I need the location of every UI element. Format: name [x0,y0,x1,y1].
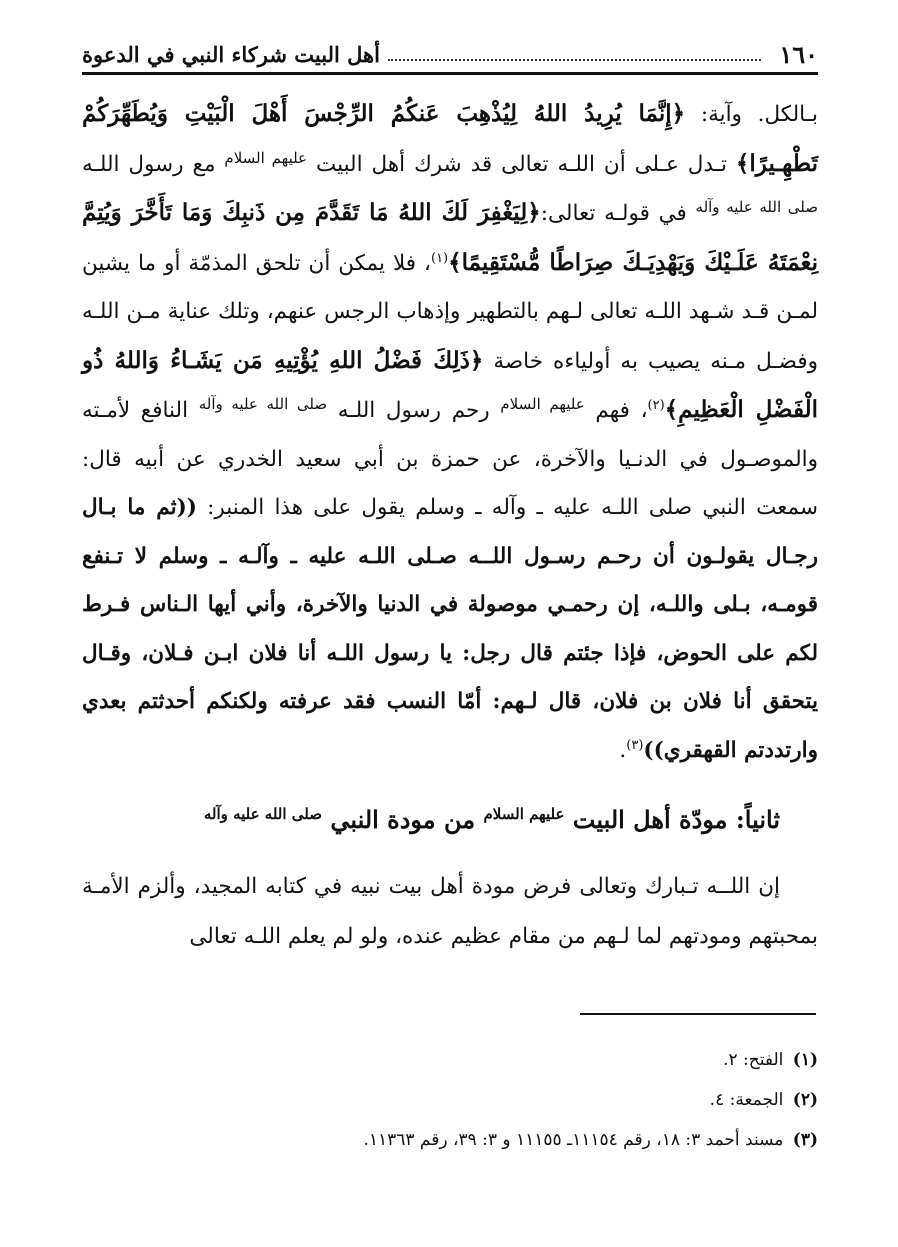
footnote-ref-2[interactable]: (٢) [647,397,665,413]
footnote-text: الفتح: ٢. [723,1050,784,1070]
text-segment: ، فهم [584,398,648,423]
text-segment: مع رسول اللـه [82,151,225,177]
section-title-part: مودّة أهل البيت [564,805,728,834]
footnote-ref-3[interactable]: (٣) [626,737,644,753]
main-paragraph [82,90,818,775]
hadith-quote: ((ثم ما بـال رجـال يقولـون أن رحـم رسـول اللــه صـلى اللـه عليه ـ وآلـه ـ وسلم لا تـنفع قومـه، بـلى واللـه، إن رحمـي موصولة في الدنيا والآخرة، وأني أيها الـناس فـرط لكم على الحوض، فإذا جئتم قال رجل: يا رسول اللـه أنا فلان ابـن فـلان، وقـال يتحقق أنا فلان بن فلان، قال لـهم: أمّا النسب فقد عرفته ولكنكم أحدثتم بعدي وارتددتم القهقري)) [82,495,818,763]
footnote-3 [82,1120,818,1160]
text-segment: . [619,737,627,763]
section-title-part: من مودة النبي [321,805,484,834]
quran-verse-3: ﴿ذَلِكَ فَضْلُ اللهِ يُؤْتِيهِ مَن يَشَـاءُ وَاللهُ ذُو الْفَضْلِ الْعَظِيمِ﴾ [82,346,818,423]
section-colon: : [727,805,745,834]
header-rule [82,72,818,75]
footnote-number: (٢) [792,1090,818,1110]
honorific-ahl-albayt: عليهم السلام [224,148,308,167]
footnote-text: مسند أحمد ٣: ١٨، رقم ١١١٥٤ـ ١١١٥٥ و ٣: ٣٩، رقم ١١٣٦٣. [363,1130,784,1150]
header-dot-leader [388,58,761,61]
footnotes [82,1040,818,1160]
footnote-1 [82,1040,818,1080]
running-title: أهل البيت شركاء النبي في الدعوة [82,42,380,67]
section-label: ثانياً [744,805,780,834]
footnote-text: الجمعة: ٤. [709,1090,784,1110]
honorific-nabi: صلى الله عليه وآله [695,197,818,216]
footnote-ref-1[interactable]: (١) [430,250,449,266]
text-segment: ، فلا يمكن أن تلحق المذمّة أو ما يشين لمـن قـد شـهد اللـه تعالى لـهم بالتطهير وإذهاب الرجس عنهم، وتلك عناية مـن اللـه وفضـل مـنه يصيب به أولياءه خاصة [82,250,818,374]
page-number: ١٦٠ [779,40,818,69]
second-paragraph [82,862,818,962]
text-segment: تـدل عـلى أن اللـه تعالى قد شرك أهل البيت [307,151,736,177]
paragraph-text: إن اللــه تـبارك وتعالى فرض مودة أهل بيت نبيه في كتابه المجيد، وألزم الأمـة بمحبتهم ومودتهم لما لـهم من مقام عظيم عنده، ولو لم يعلم اللـه تعالى [82,874,818,949]
text-segment: بـالكل. وآية: [685,102,818,127]
footnote-number: (١) [792,1050,818,1070]
text-segment: النافع لأمـته والموصـول في الدنـيا والآخرة، عن حمزة بن أبي سعيد الخدري عن أبيه قال: سمعت النبي صلى اللـه عليه ـ وآله ـ وسلم يقول على هذا المنبر: [82,398,818,520]
quran-verse-1: ﴿إِنَّمَا يُرِيدُ اللهُ لِيُذْهِبَ عَنكُمُ الرِّجْسَ أَهْلَ الْبَيْتِ وَيُطَهِّرَكُمْ تَطْهِـيرًا﴾ [82,100,819,177]
quran-verse-2: ﴿لِيَغْفِرَ لَكَ اللهُ مَا تَقَدَّمَ مِن ذَنبِكَ وَمَا تَأَخَّرَ وَيُتِمَّ نِعْمَتَهُ عَلَـيْكَ وَيَهْدِيَـكَ صِرَاطًا مُّسْتَقِيمًا﴾ [82,199,818,276]
honorific-nabi: صلى الله عليه وآله [203,805,322,823]
footnote-separator [580,1013,816,1015]
honorific-ahl-albayt: عليهم السلام [500,394,585,413]
section-heading [82,800,818,840]
footnote-number: (٣) [792,1130,818,1150]
page-header [82,30,818,70]
honorific-ahl-albayt: عليهم السلام [483,805,565,823]
text-segment: رحم رسول اللـه [327,398,501,423]
footnote-2 [82,1080,818,1120]
text-segment: في قولـه تعالى: [540,201,696,226]
honorific-nabi: صلى الله عليه وآله [198,394,328,413]
